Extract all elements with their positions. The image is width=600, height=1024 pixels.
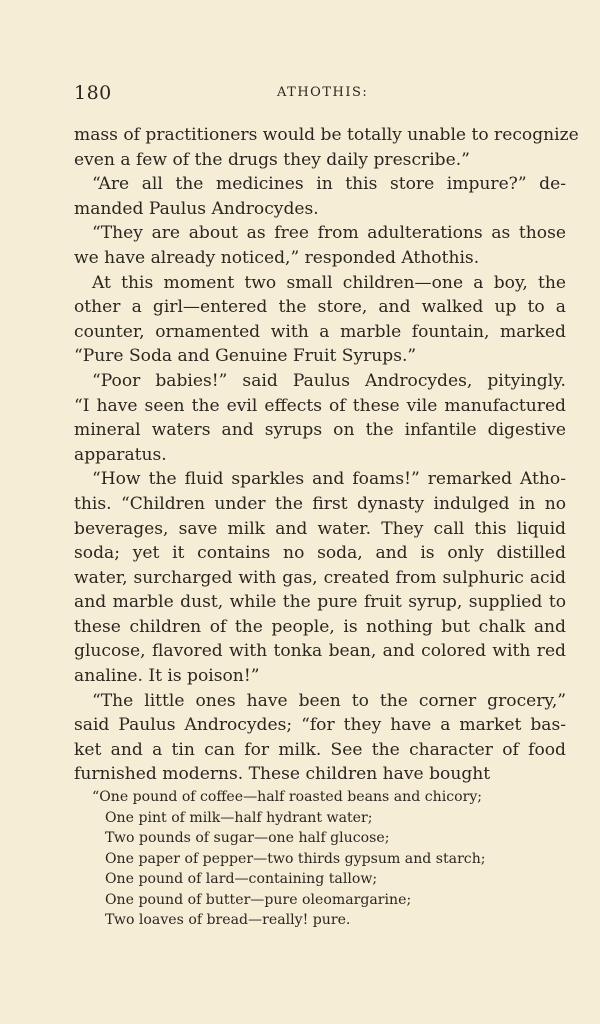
text-line: we have already noticed,” responded Athothis. [74,247,480,268]
list-line: One pound of butter—pure oleomargarine; [105,891,412,908]
text-line: “I have seen the evil effects of these vile manufactured [74,395,566,416]
list-line: One paper of pepper—two thirds gypsum and starch; [105,850,486,867]
list-line: One pint of milk—half hydrant water; [105,809,373,826]
text-line: manded Paulus Androcydes. [74,198,319,219]
text-line: furnished moderns. These children have bought [74,764,491,785]
list-line: Two loaves of bread—really! pure. [105,912,351,928]
body-text [74,123,579,787]
text-line: soda; yet it contains no soda, and is only distilled [74,543,566,564]
text-line: ket and a tin can for milk. See the character of food [74,739,566,760]
text-line: glucose, flavored with tonka bean, and colored with red [74,641,566,662]
list-line: One pound of lard—containing tallow; [105,871,378,887]
text-line: apparatus. [74,444,167,465]
running-title: ATHOTHIS: [277,85,369,100]
text-line: mineral waters and syrups on the infantile digestive [74,420,566,441]
text-line: At this moment two small children—one a boy, the [92,272,566,293]
text-line: these children of the people, is nothing but chalk and [74,616,566,637]
text-line: and marble dust, while the pure fruit syrup, supplied to [74,592,566,613]
text-line: “Are all the medicines in this store impure?” de- [92,174,566,195]
text-line: “Pure Soda and Genuine Fruit Syrups.” [74,346,417,367]
text-line: mass of practitioners would be totally unable to recognize [74,125,579,145]
text-line: analine. It is poison!” [74,666,260,687]
text-line: “The little ones have been to the corner grocery,” [92,690,566,711]
text-line: other a girl—entered the store, and walked up to a [74,297,566,318]
text-line: “Poor babies!” said Paulus Androcydes, pityingly. [92,370,566,391]
text-line: this. “Children under the first dynasty indulged in no [74,493,566,514]
text-line: counter, ornamented with a marble fountain, marked [74,321,566,342]
list-line: “One pound of coffee—half roasted beans and chicory; [92,789,483,805]
text-line: “They are about as free from adulterations as those [92,223,566,244]
text-line: even a few of the drugs they daily prescribe.” [74,149,470,170]
list-line: Two pounds of sugar—one half glucose; [105,830,390,846]
text-line: said Paulus Androcydes; “for they have a market bas- [74,715,566,736]
text-line: beverages, save milk and water. They call this liquid [74,518,566,539]
text-line: water, surcharged with gas, created from sulphuric acid [74,567,566,588]
grocery-list [92,787,566,931]
page-number: 180 [74,82,112,104]
page-header [74,82,566,106]
text-line: “How the fluid sparkles and foams!” remarked Atho- [92,469,566,490]
